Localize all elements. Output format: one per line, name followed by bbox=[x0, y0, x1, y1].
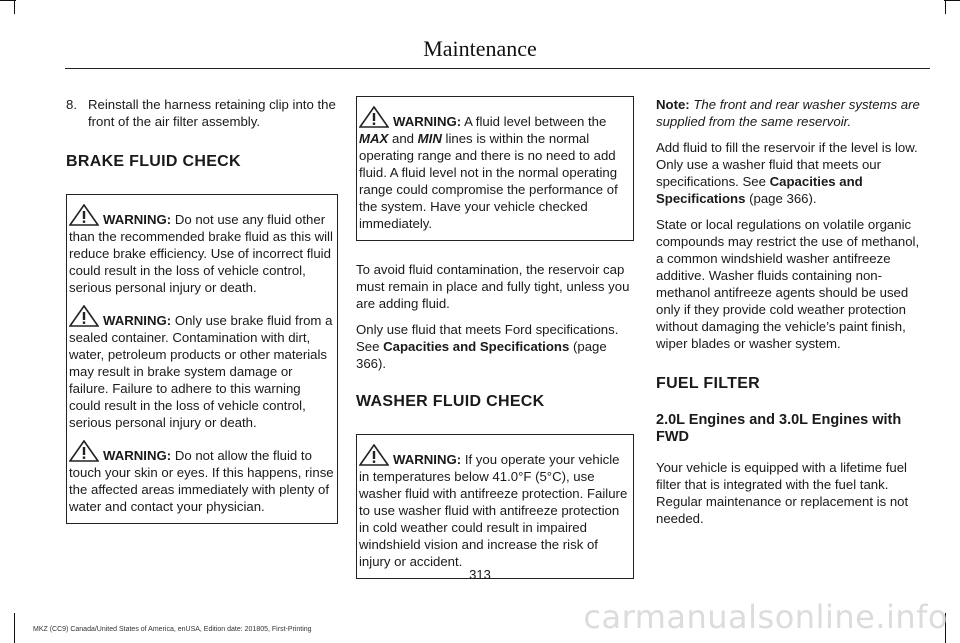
warning-text: A fluid level between the bbox=[464, 114, 607, 129]
warning-triangle-icon bbox=[69, 204, 99, 226]
crop-mark bbox=[944, 0, 960, 1]
warning-text: and bbox=[391, 131, 414, 146]
cross-reference-link[interactable]: Capacities and Specifications bbox=[656, 174, 863, 206]
body-text: (page 366). bbox=[749, 191, 817, 206]
warning-triangle-icon bbox=[69, 440, 99, 462]
warning-label: WARNING: bbox=[103, 448, 172, 463]
body-text: Only use fluid that meets Ford specifications. See bbox=[356, 322, 619, 354]
body-text: Add fluid to fill the reservoir if the level is low. Only use a washer fluid that meets our specifications. See bbox=[656, 140, 918, 189]
warning-text: lines is within the normal operating range and there is no need to add fluid. A fluid level not in the normal operating range could compromise the performance of the system. Have your vehicle checked immediately. bbox=[359, 131, 618, 231]
column-right bbox=[656, 96, 928, 536]
page-title: Maintenance bbox=[423, 36, 537, 61]
body-paragraph: To avoid fluid contamination, the reservoir cap must remain in place and fully tight, unless you are adding fluid. bbox=[356, 262, 630, 311]
min-label: MIN bbox=[417, 131, 442, 146]
crop-mark bbox=[14, 0, 15, 14]
column-middle bbox=[356, 96, 634, 593]
section-heading: WASHER FLUID CHECK bbox=[356, 393, 545, 410]
crop-mark bbox=[14, 613, 15, 643]
warning-paragraph bbox=[359, 444, 631, 570]
warning-label: WARNING: bbox=[103, 313, 172, 328]
warning-text: Do not allow the fluid to touch your skin or eyes. If this happens, rinse the affected areas immediately with plenty of water and contact your physician. bbox=[69, 448, 334, 514]
body-paragraph: State or local regulations on volatile organic compounds may restrict the use of methanol, a common windshield washer antifreeze additive. Washer fluids containing non-methanol antifreeze agents should be used only if they provide cold weather protection without damaging the vehicle’s paint finish, wiper blades or washer system. bbox=[656, 217, 920, 351]
note-text: The front and rear washer systems are supplied from the same reservoir. bbox=[656, 97, 920, 129]
warning-text: Only use brake fluid from a sealed container. Contamination with dirt, water, petroleum products or other materials may result in brake system damage or failure. Failure to adhere to this warning could result in the loss of vehicle control, serious personal injury or death. bbox=[69, 313, 333, 430]
header-divider bbox=[65, 68, 930, 69]
warning-triangle-icon bbox=[69, 305, 99, 327]
note-paragraph bbox=[656, 96, 928, 130]
warning-box bbox=[356, 96, 634, 241]
section-heading: FUEL FILTER bbox=[656, 375, 761, 392]
page-number: 313 bbox=[469, 567, 491, 582]
warning-text: Do not use any fluid other than the recommended brake fluid as this will reduce brake efficiency. Use of incorrect fluid could result in the loss of vehicle control, serious personal injury or death. bbox=[69, 212, 333, 295]
warning-box bbox=[66, 194, 338, 524]
note-label: Note: bbox=[656, 97, 690, 112]
warning-label: WARNING: bbox=[393, 452, 462, 467]
warning-label: WARNING: bbox=[393, 114, 462, 129]
warning-label: WARNING: bbox=[103, 212, 172, 227]
warning-box bbox=[356, 434, 634, 579]
step-item bbox=[66, 96, 338, 130]
warning-paragraph bbox=[69, 305, 335, 431]
warning-triangle-icon bbox=[359, 444, 389, 466]
body-paragraph bbox=[356, 321, 634, 372]
watermark: carmanualsonline.info bbox=[583, 598, 948, 636]
footer-edition-text: MKZ (CC9) Canada/United States of America, enUSA, Edition date: 201805, First-Printing bbox=[33, 626, 312, 633]
warning-paragraph bbox=[359, 106, 631, 232]
section-heading: BRAKE FLUID CHECK bbox=[66, 153, 241, 170]
body-paragraph: Your vehicle is equipped with a lifetime fuel filter that is integrated with the fuel tank. Regular maintenance or replacement is not needed. bbox=[656, 460, 909, 526]
max-label: MAX bbox=[359, 131, 389, 146]
cross-reference-link[interactable]: Capacities and Specifications bbox=[383, 339, 570, 354]
crop-mark bbox=[945, 0, 946, 14]
warning-paragraph bbox=[69, 204, 335, 296]
body-paragraph bbox=[656, 139, 928, 207]
column-left bbox=[66, 96, 338, 538]
warning-triangle-icon bbox=[359, 106, 389, 128]
warning-paragraph bbox=[69, 440, 335, 515]
section-subheading: 2.0L Engines and 3.0L Engines with FWD bbox=[656, 412, 902, 445]
step-number: 8. bbox=[66, 97, 77, 112]
body-text: (page 366). bbox=[356, 339, 607, 371]
step-text: Reinstall the harness retaining clip into the front of the air filter assembly. bbox=[88, 97, 336, 129]
warning-text: If you operate your vehicle in temperatures below 41.0°F (5°C), use washer fluid with antifreeze protection. Failure to use washer fluid with antifreeze protection in cold weather could result in impaired windshield vision and increase the risk of injury or accident. bbox=[359, 452, 628, 569]
